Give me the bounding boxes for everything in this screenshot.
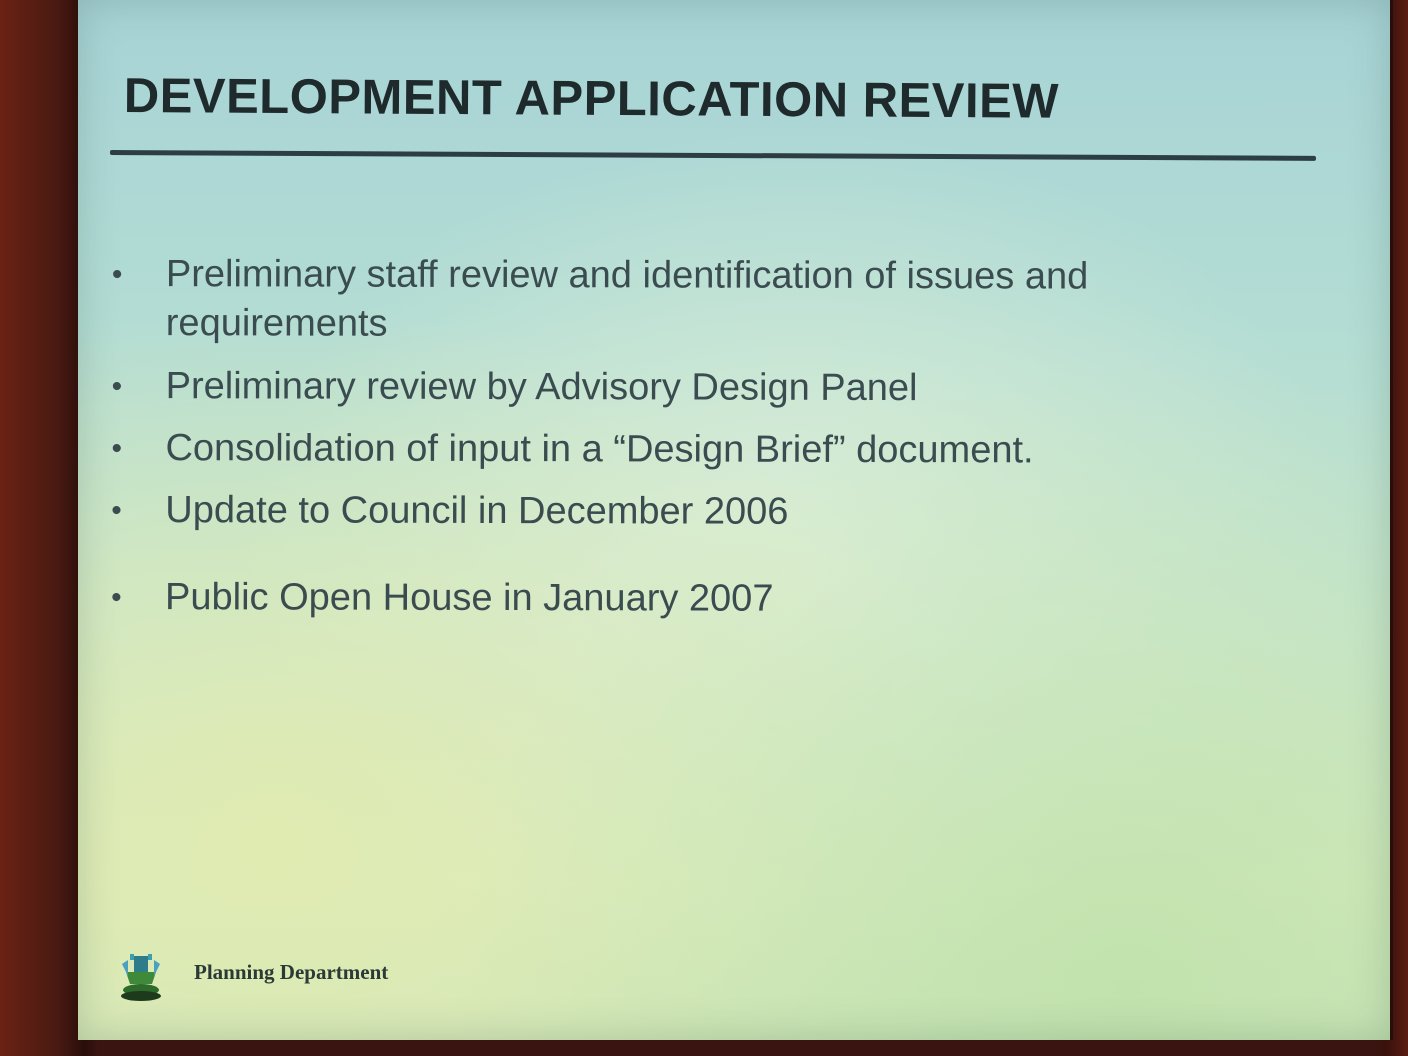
bullet-item: [109, 573, 1259, 625]
bullet-item: [109, 424, 1259, 476]
slide-footer: [116, 950, 388, 1006]
bullet-text: Public Open House in January 2007: [165, 576, 774, 620]
bullet-dot: •: [111, 370, 123, 404]
bullet-text: Update to Council in December 2006: [165, 489, 789, 533]
department-name: Planning Department: [194, 959, 389, 984]
slide-title: DEVELOPMENT APPLICATION REVIEW: [123, 68, 1060, 129]
presentation-slide: [78, 0, 1393, 1040]
bullet-item: [109, 486, 1259, 538]
bullet-text: Preliminary review by Advisory Design Panel: [165, 365, 918, 410]
bullet-text: Preliminary staff review and identification of issues and requirements: [165, 253, 1089, 345]
bullet-list: [109, 250, 1260, 625]
bullet-dot: •: [111, 494, 122, 528]
bullet-item: [110, 362, 1260, 414]
bullet-dot: •: [111, 581, 122, 615]
bullet-dot: •: [111, 258, 123, 292]
bullet-item: [110, 250, 1260, 351]
title-divider: [110, 150, 1316, 161]
bullet-text: Consolidation of input in a “Design Brief” document.: [165, 427, 1034, 472]
city-crest-icon: [116, 950, 166, 1006]
bullet-dot: •: [111, 432, 123, 466]
